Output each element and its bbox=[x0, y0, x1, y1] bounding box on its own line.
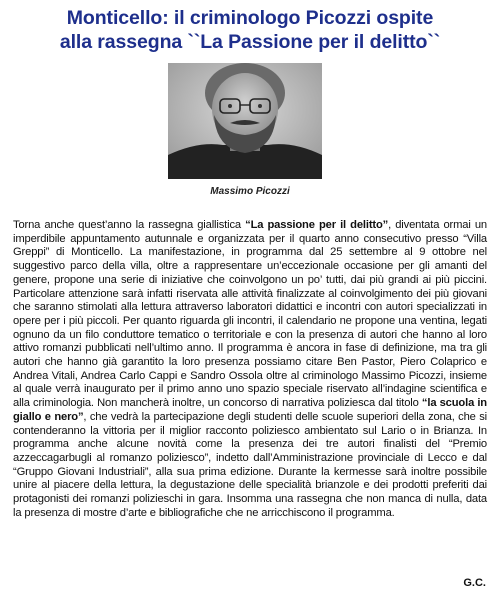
body-text-part-1: Torna anche quest’anno la rassegna giallistica bbox=[13, 219, 246, 231]
body-text-part-2: , diventata ormai un imperdibile appuntamento autunnale e organizzata per il quarto anno consecutivo presso “Villa Greppi” di Monticello. La manifestazione, in programma dal 25 settembre al 9 ottobre nel suggestivo parco della villa, oltre a rappresentare un’eccezionale occasione per gli amanti del genere, propone una serie di iniziative che coinvolgono un po’ tutti, dai più grandi ai più piccini. Particolare attenzione sarà infatti riservata alle attività finalizzate al coinvolgimento dei più giovani che saranno stimolati alla lettura attraverso laboratori didattici e incontri con autori specializzati in opere per i più piccoli. Per quanto riguarda gli incontri, il calendario ne propone una ventina, legati ognuno da un filo conduttore tematico o territoriale e con la presenza di autori che hanno al loro attivo romanzi pubblicati nell’ultimo anno. Il programma è ancora in fase di definizione, ma tra gli autori che hanno già garantito la loro presenza possiamo citare Ben Pastor, Piero Colaprico e Andrea Vitali, Andrea Carlo Cappi e Sandro Ossola oltre al criminologo Massimo Picozzi, insieme al quale verrà inaugurato per il primo anno uno spazio speciale riservato all’indagine scientifica e alla criminologia. Non mancherà inoltre, un concorso di narrativa poliziesca dal titolo bbox=[13, 219, 487, 410]
headline-line-1: Monticello: il criminologo Picozzi ospite bbox=[66, 7, 434, 29]
contest-name-bold: “la scuola in giallo e nero” bbox=[13, 397, 487, 423]
author-signature: G.C. bbox=[463, 577, 486, 589]
article-body bbox=[13, 219, 487, 520]
headline bbox=[0, 6, 500, 54]
author-photo bbox=[168, 63, 322, 179]
portrait-image bbox=[168, 63, 322, 179]
body-text-part-3: , che vedrà la partecipazione degli studenti delle scuole superiori della zona, che si contenderanno la vittoria per il miglior racconto poliziesco ambientato sul Lario o in Brianza. In programma anche alcune novità come la presenza dei tre autori finalisti del “Premio azzeccagarbugli al romanzo poliziesco”, indetto dall’Amministrazione provinciale di Lecco e dal “Gruppo Giovani Industriali”, alla sua prima edizione. Durante la kermesse sarà inoltre possibile unire al piacere della lettura, la degustazione delle specialità brianzole e dei prodotti preferiti dai protagonisti dei romanzi polizieschi in gara. Insomma una rassegna che non manca di nulla, data la presenza di mostre d’arte e bibliografiche che ne arricchiscono il programma. bbox=[13, 410, 488, 519]
headline-line-2: alla rassegna ``La Passione per il delitto`` bbox=[59, 31, 441, 53]
event-name-bold: “La passione per il delitto” bbox=[245, 219, 389, 231]
photo-caption: Massimo Picozzi bbox=[210, 186, 290, 197]
